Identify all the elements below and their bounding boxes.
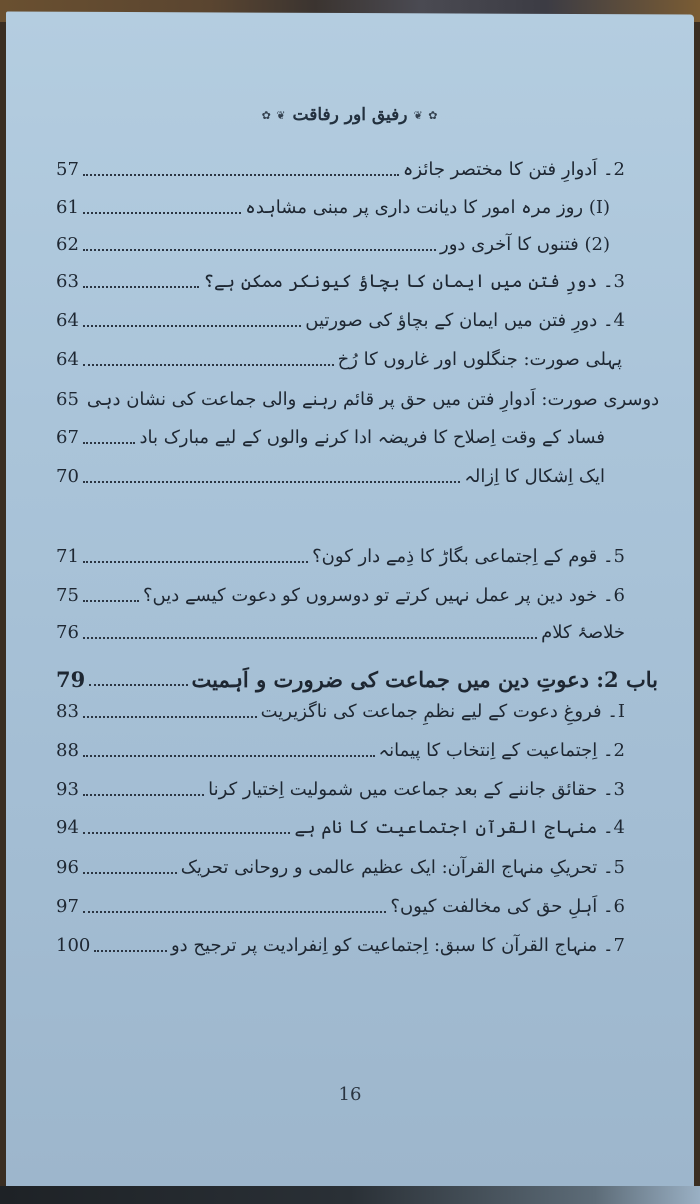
toc-entry-title: پہلی صورت: جنگلوں اور غاروں کا رُخ [337, 349, 622, 370]
dot-leader [83, 211, 241, 214]
dot-leader [83, 324, 301, 327]
toc-page-number: 76 [56, 622, 79, 643]
dot-leader [83, 363, 334, 366]
toc-page-number: 97 [56, 896, 79, 917]
toc-entry-title: 5۔ قوم کے اِجتماعی بگاڑ کا ذِمے دار کون؟ [312, 546, 625, 567]
toc-entry-title: (I) روز مرہ امور کا دیانت داری پر مبنی مشاہدہ [245, 197, 610, 218]
dot-leader [83, 754, 375, 757]
toc-entry-title: I۔ فروغِ دعوت کے لیے نظمِ جماعت کی ناگزیریت [260, 701, 625, 722]
dot-leader [83, 793, 204, 796]
ornament-left-icon: ✿ ❦ [261, 108, 287, 122]
toc-entry [56, 806, 625, 840]
toc-entry [56, 455, 605, 489]
dot-leader [83, 599, 139, 602]
toc-page-number: 100 [56, 935, 91, 956]
toc-page-number: 93 [56, 779, 79, 800]
dot-leader [94, 949, 167, 952]
toc-entry [56, 186, 610, 220]
toc-page-number: 96 [56, 857, 79, 878]
toc-entry-title: 3۔ حقائق جاننے کے بعد جماعت میں شمولیت اِختیار کرنا [208, 779, 625, 800]
ornament-right-icon: ❦ ✿ [413, 108, 439, 122]
toc-entry [56, 378, 660, 412]
toc-page-number: 67 [56, 427, 79, 448]
dot-leader [83, 173, 399, 176]
dot-leader [83, 715, 257, 718]
toc-entry-title: دوسری صورت: اَدوارِ فتن میں حق پر قائم رہنے والی جماعت کی نشان دہی [86, 389, 660, 410]
toc-entry-title: 7۔ منہاج القرآن کا سبق: اِجتماعیت کو اِنفرادیت پر ترجیح دو [170, 935, 625, 956]
toc-entry-title: 2۔ اَدوارِ فتن کا مختصر جائزہ [402, 159, 625, 180]
toc-entry [56, 924, 625, 958]
background-bottom-edge [0, 1186, 700, 1204]
toc-entry [56, 416, 605, 450]
dot-leader [83, 560, 308, 563]
dot-leader [83, 831, 291, 834]
toc-entry-title: 6۔ خود دین پر عمل نہیں کرتے تو دوسروں کو دعوت کیسے دیں؟ [143, 585, 625, 606]
toc-entry [56, 846, 625, 880]
toc-entry [56, 574, 625, 608]
toc-page-number: 83 [56, 701, 79, 722]
dot-leader [83, 285, 200, 288]
toc-entry [56, 885, 625, 919]
toc-page-number: 64 [56, 310, 79, 331]
toc-page-number: 61 [56, 197, 79, 218]
toc-page-number: 57 [56, 159, 79, 180]
toc-page-number: 65 [56, 389, 79, 410]
toc-entry [56, 223, 610, 257]
dot-leader [83, 871, 177, 874]
page-number: 16 [338, 1084, 362, 1105]
toc-entry-title: 5۔ تحریکِ منہاج القرآن: ایک عظیم عالمی و روحانی تحریک [180, 857, 625, 878]
dot-leader [83, 480, 460, 483]
toc-entry-title: 4۔ دورِ فتن میں ایمان کے بچاؤ کی صورتیں [305, 310, 625, 331]
dot-leader [83, 441, 136, 444]
toc-page-number: 62 [56, 234, 79, 255]
running-header [0, 100, 700, 130]
toc-entry-title: فساد کے وقت اِصلاح کا فریضہ ادا کرنے والوں کے لیے مبارک باد [139, 427, 605, 448]
toc-entry [56, 690, 625, 724]
dot-leader [83, 248, 436, 251]
dot-leader [83, 636, 537, 639]
toc-page-number: 94 [56, 817, 79, 838]
dot-leader [89, 683, 187, 686]
toc-entry [56, 611, 625, 645]
toc-page-number: 79 [56, 667, 86, 692]
toc-entry-title: 4۔ منہاج القرآن اجتماعیت کا نام ہے [294, 817, 625, 838]
book-title: رفیق اور رفاقت [292, 105, 408, 125]
toc-entry [56, 768, 625, 802]
dot-leader [83, 910, 387, 913]
toc-entry-title: ایک اِشکال کا اِزالہ [464, 466, 605, 487]
toc-entry-title: خلاصۂ کلام [541, 622, 625, 643]
toc-chapter-heading [56, 658, 658, 692]
toc-entry-title: 2۔ اِجتماعیت کے اِنتخاب کا پیمانہ [378, 740, 625, 761]
toc-page-number: 88 [56, 740, 79, 761]
toc-page-number: 63 [56, 271, 79, 292]
toc-entry-title: (2) فتنوں کا آخری دور [440, 234, 610, 255]
toc-entry [56, 535, 625, 569]
toc-entry-title: 3۔ دورِ فتن میں ایمان کا بچاؤ کیونکر ممکن ہے؟ [203, 271, 625, 292]
toc-page-number: 71 [56, 546, 79, 567]
toc-entry [56, 729, 625, 763]
toc-entry [56, 260, 625, 294]
toc-entry [56, 338, 622, 372]
toc-entry [56, 299, 625, 333]
toc-page-number: 64 [56, 349, 79, 370]
toc-page-number: 75 [56, 585, 79, 606]
toc-entry [56, 148, 625, 182]
toc-entry-title: باب 2: دعوتِ دین میں جماعت کی ضرورت و اَہمیت [191, 667, 658, 692]
toc-page-number: 70 [56, 466, 79, 487]
toc-entry-title: 6۔ اَہلِ حق کی مخالفت کیوں؟ [390, 896, 625, 917]
